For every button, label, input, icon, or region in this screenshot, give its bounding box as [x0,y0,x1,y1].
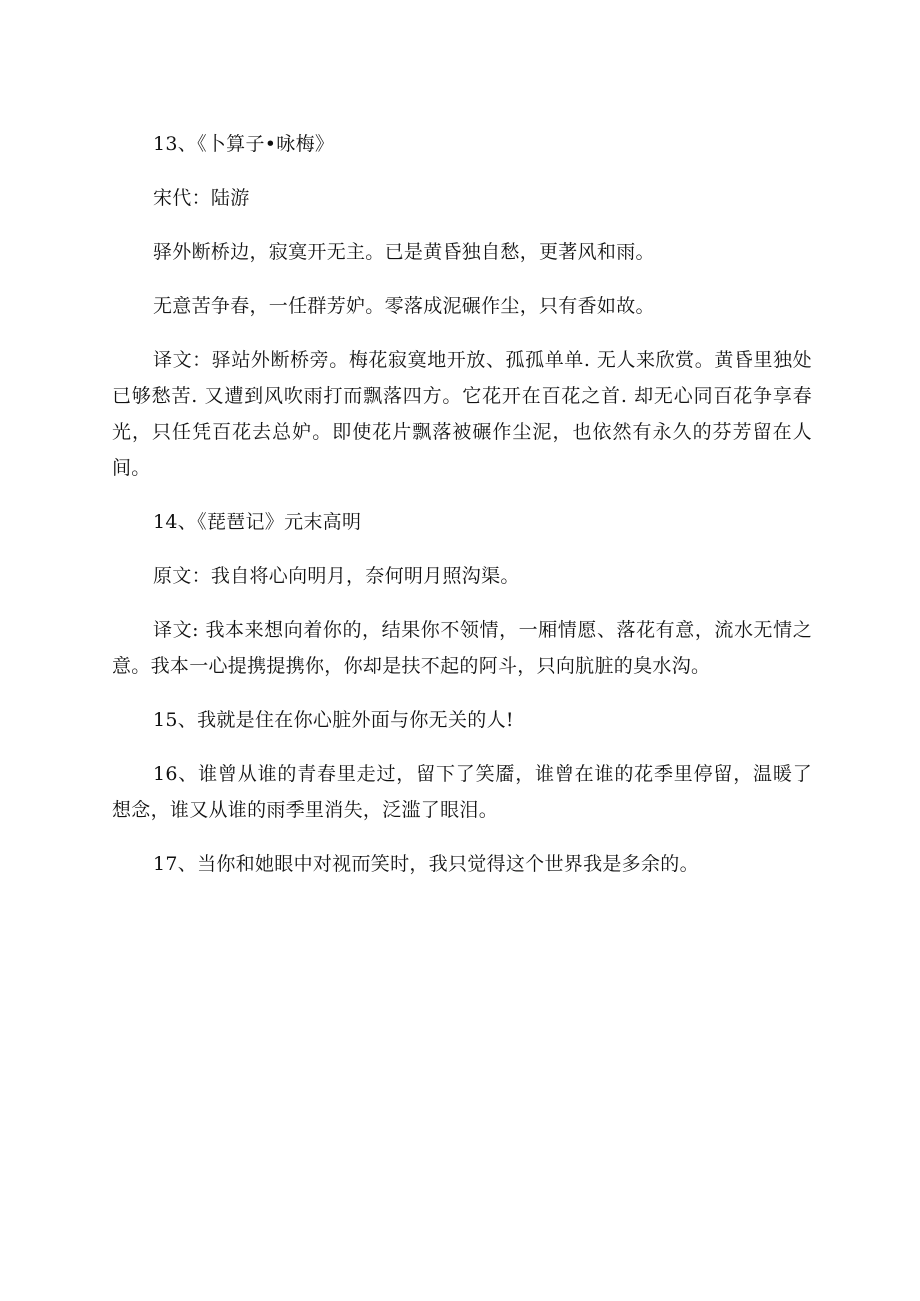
poem-13-line-2: 无意苦争春，一任群芳妒。零落成泥碾作尘，只有香如故。 [153,295,655,317]
poem-13-line-1: 驿外断桥边，寂寞开无主。已是黄昏独自愁，更著风和雨。 [153,241,655,263]
quote-14-original: 原文：我自将心向明月，奈何明月照沟渠。 [153,565,520,587]
quote-14-heading: 14、《琵琶记》元末高明 [153,511,362,533]
quote-16: 16、谁曾从谁的青春里走过，留下了笑靥，谁曾在谁的花季里停留，温暖了想念，谁又从谁的雨季里消失，泛滥了眼泪。 [112,763,812,821]
poem-13-translation: 译文：驿站外断桥旁。梅花寂寞地开放、孤孤单单. 无人来欣赏。黄昏里独处已够愁苦. 又遭到风吹雨打而飘落四方。它花开在百花之首. 却无心同百花争享春光，只任凭百花去总妒。即使花片飘落被碾作尘泥，也依然有永久的芬芳留在人间。 [112,349,812,479]
quote-14-translation: 译文: 我本来想向着你的，结果你不领情，一厢情愿、落花有意，流水无情之意。我本一心提携提携你，你却是扶不起的阿斗，只向肮脏的臭水沟。 [112,619,812,677]
document-body [112,126,812,900]
quote-15: 15、我就是住在你心脏外面与你无关的人! [153,709,514,731]
poem-13-author: 宋代：陆游 [153,187,250,209]
poem-13-heading: 13、《卜算子•咏梅》 [153,133,335,155]
quote-17: 17、当你和她眼中对视而笑时，我只觉得这个世界我是多余的。 [153,853,699,875]
